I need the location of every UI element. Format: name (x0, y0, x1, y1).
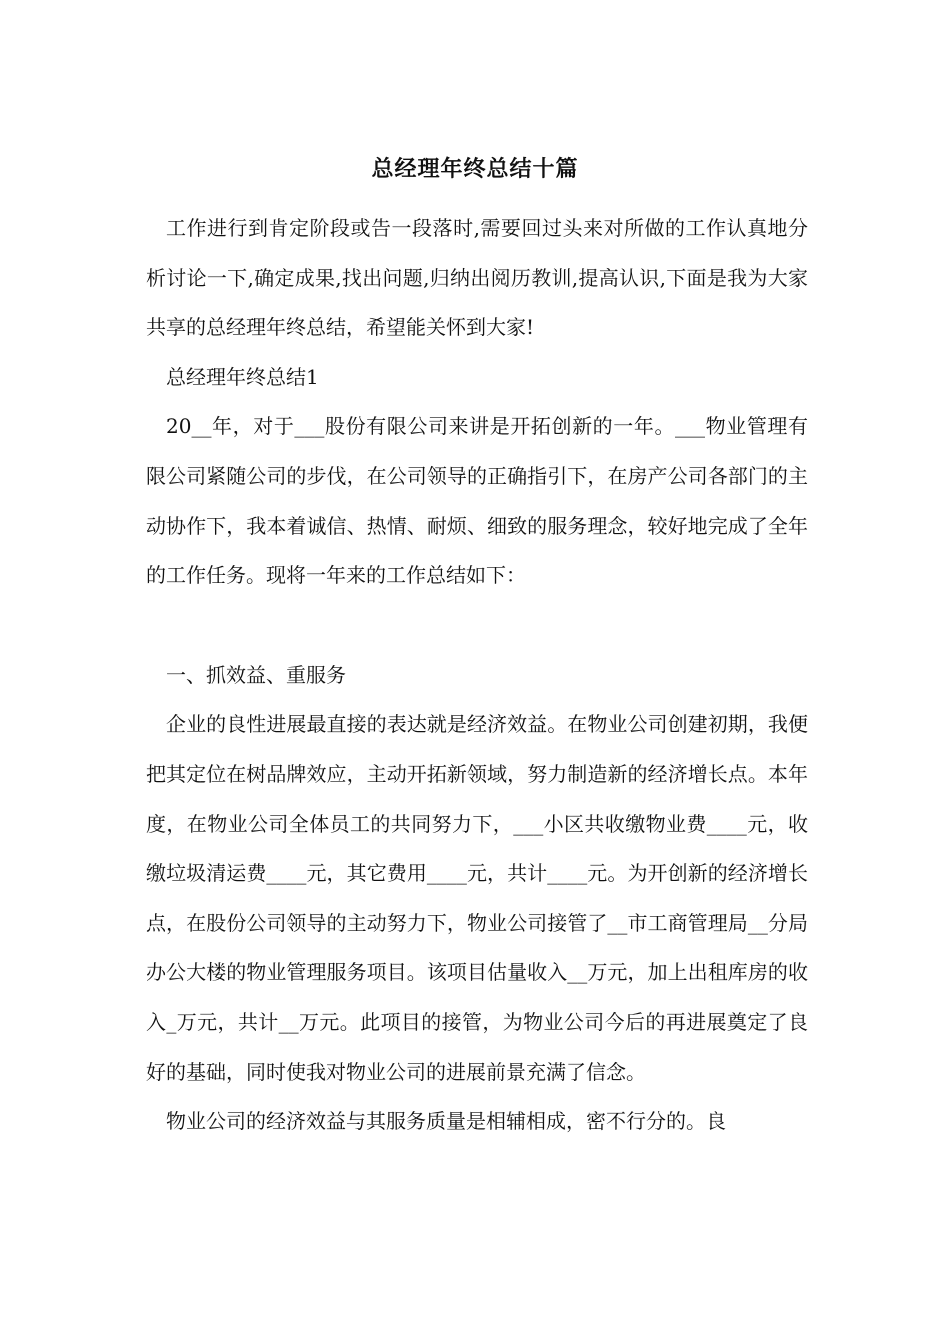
paragraph-gap (146, 601, 808, 651)
section-paragraph-3: 物业公司的经济效益与其服务质量是相辅相成，密不行分的。良 (166, 1109, 726, 1134)
section-paragraph-2: 企业的良性进展最直接的表达就是经济效益。在物业公司创建初期，我便把其定位在树品牌效应，主动开拓新领域，努力制造新的经济增长点。本年度，在物业公司全体员工的共同努力下，___小区共收缴物业费____元，收缴垃圾清运费____元，其它费用____元，共计____元。为开创新的经济增长点，在股份公司领导的主动努力下，物业公司接管了__市工商管理局__分局办公大楼的物业管理服务项目。该项目估量收入__万元，加上出租库房的收入_万元，共计__万元。此项目的接管，为物业公司今后的再进展奠定了良好的基础，同时使我对物业公司的进展前景充满了信念。 (146, 712, 808, 1084)
document-title: 总经理年终总结十篇 (371, 157, 579, 182)
section-title: 总经理年终总结1 (166, 364, 319, 389)
document-body (146, 204, 808, 1147)
subheading: 一、抓效益、重服务 (166, 662, 346, 687)
section-paragraph-1: 20__年，对于___股份有限公司来讲是开拓创新的一年。___物业管理有限公司紧随公司的步伐，在公司领导的正确指引下，在房产公司各部门的主动协作下，我本着诚信、热情、耐烦、细致的服务理念，较好地完成了全年的工作任务。现将一年来的工作总结如下： (146, 414, 808, 588)
intro-paragraph: 工作进行到肯定阶段或告一段落时,需要回过头来对所做的工作认真地分析讨论一下,确定成果,找出问题,归纳出阅历教训,提高认识,下面是我为大家共享的总经理年终总结，希望能关怀到大家! (146, 216, 808, 340)
